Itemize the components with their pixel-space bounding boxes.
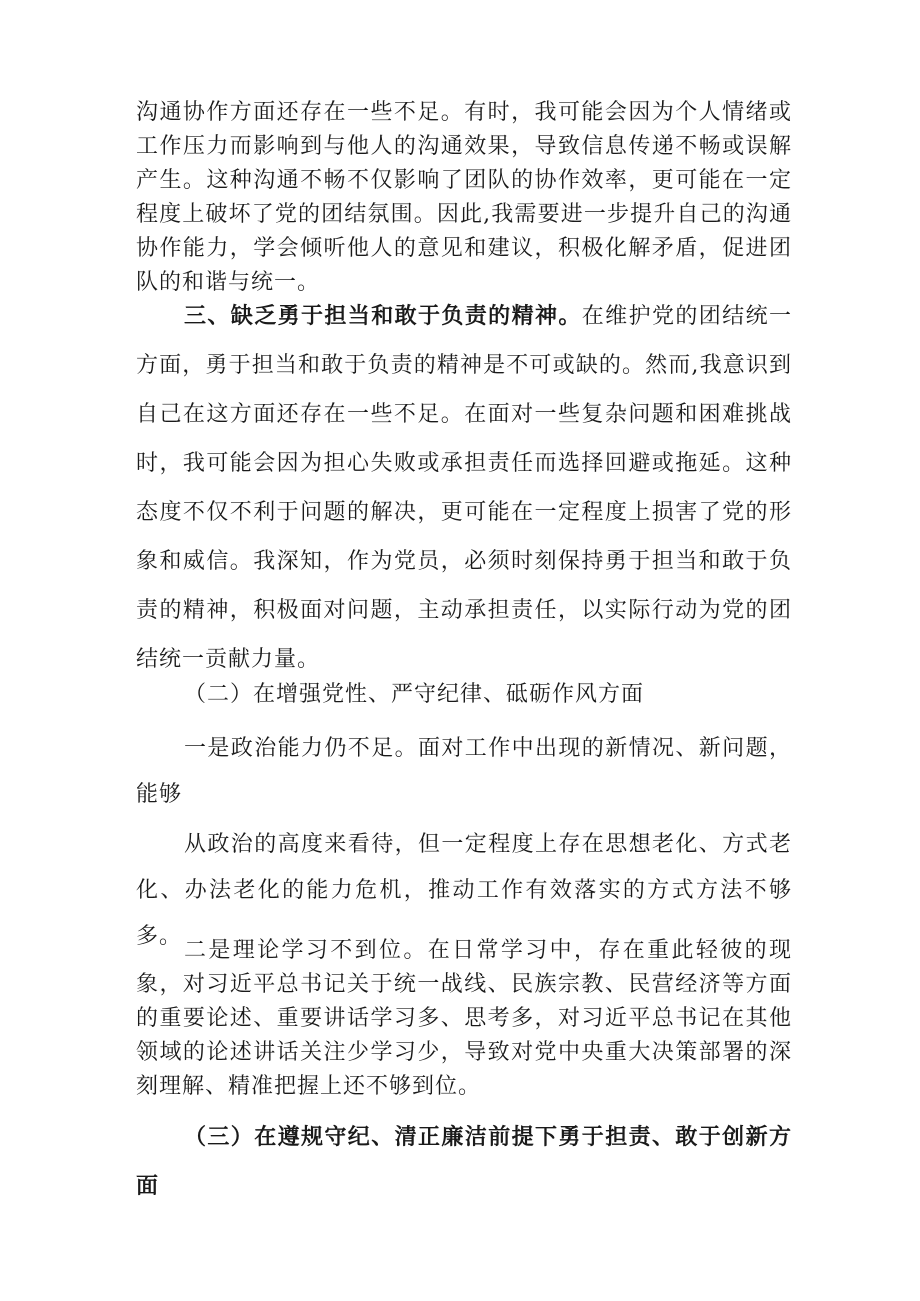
paragraph-lead-heading: 三、缺乏勇于担当和敢于负责的精神。 bbox=[184, 303, 582, 329]
body-paragraph-with-lead bbox=[136, 292, 792, 684]
body-paragraph: 二是理论学习不到位。在日常学习中，存在重此轻彼的现象，对习近平总书记关于统一战线、民族宗教、民营经济等方面的重要论述、重要讲话学习多、思考多，对习近平总书记在其他领域的论述讲话关注少学习少，导致对党中央重大决策部署的深刻理解、精准把握上还不够到位。 bbox=[136, 938, 792, 1099]
body-paragraph: 沟通协作方面还存在一些不足。有时，我可能会因为个人情绪或工作压力而影响到与他人的沟通效果，导致信息传递不畅或误解产生。这种沟通不畅不仅影响了团队的协作效率，更可能在一定程度上破坏了党的团结氛围。因此,我需要进一步提升自己的沟通协作能力，学会倾听他人的意见和建议，积极化解矛盾，促进团队的和谐与统一。 bbox=[136, 100, 792, 295]
body-paragraph: 一是政治能力仍不足。面对工作中出现的新情况、新问题，能够 bbox=[136, 736, 792, 807]
section-heading: （二）在增强党性、严守纪律、砥砺作风方面 bbox=[184, 682, 645, 707]
section-heading: （三）在遵规守纪、清正廉洁前提下勇于担责、敢于创新方面 bbox=[136, 1124, 792, 1199]
paragraph-body-text: 在维护党的团结统一方面，勇于担当和敢于负责的精神是不可或缺的。然而,我意识到自己在这方面还存在一些不足。在面对一些复杂问题和困难挑战时，我可能会因为担心失败或承担责任而选择回避或拖延。这种态度不仅不利于问题的解决，更可能在一定程度上损害了党的形象和威信。我深知，作为党员，必须时刻保持勇于担当和敢于负责的精神，积极面对问题，主动承担责任，以实际行动为党的团结统一贡献力量。 bbox=[136, 304, 792, 672]
body-paragraph: 从政治的高度来看待，但一定程度上存在思想老化、方式老化、办法老化的能力危机，推动工作有效落实的方式方法不够多。 bbox=[136, 832, 792, 949]
